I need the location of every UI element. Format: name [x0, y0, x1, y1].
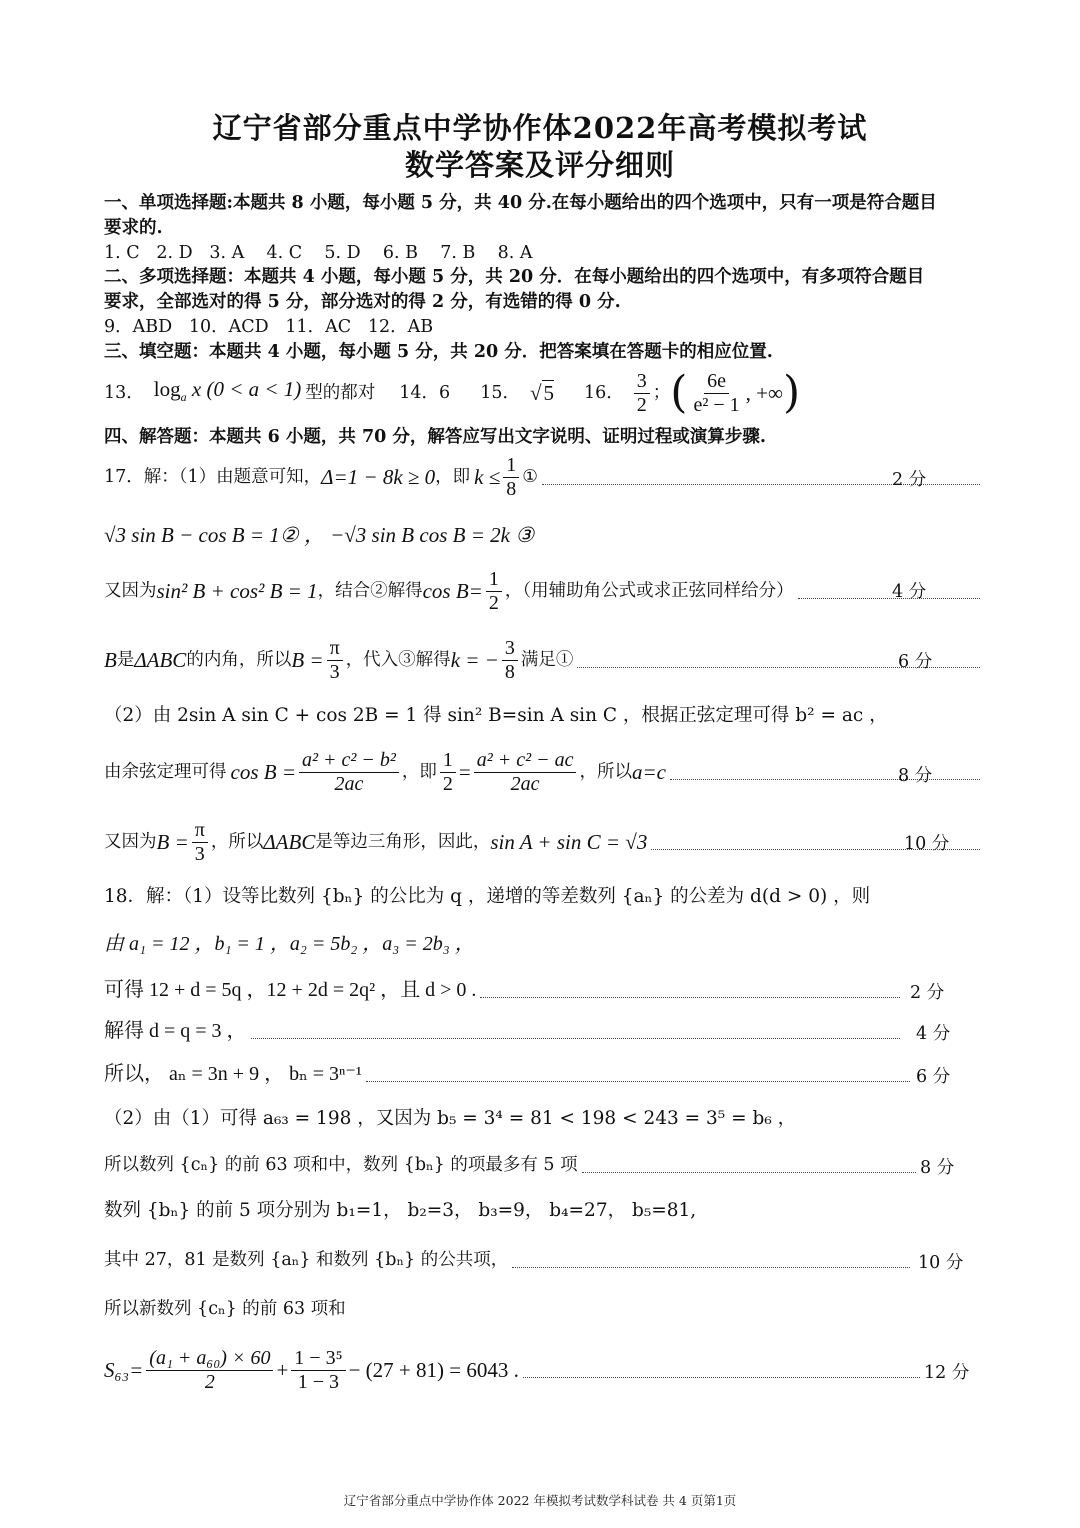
q17-score-5: 10 分	[904, 834, 950, 854]
q17-score-3: 6 分	[898, 652, 933, 672]
q15-answer: √5	[529, 381, 554, 405]
section-2-heading-cont: 要求，全部选对的得 5 分，部分选对的得 2 分，有选错的得 0 分.	[104, 292, 621, 312]
q17-score-1: 2 分	[892, 470, 927, 490]
q14-answer: 14．6	[399, 383, 451, 403]
q17-line-1: 17．解：（1）由题意可知， Δ=1 − 8k ≥ 0 ，即 k ≤ $\frac{1}{8}$ ①	[104, 452, 984, 502]
section-2-heading: 二、多项选择题：本题共 4 小题，每小题 5 分，共 20 分．在每小题给出的四个选项中，有多项符合题目	[104, 267, 925, 287]
q16-separator: ；	[652, 383, 671, 403]
q17-line-7: 又因为 B = $\frac{\pi}{3}$ ，所以 ΔABC 是等边三角形，因此， sin A + sin C = √3	[104, 816, 984, 868]
page-subtitle: 数学答案及评分细则	[404, 148, 675, 182]
q17-line-5: （2）由 2sin A sin C + cos 2B = 1 得 sin² B=sin A sin C ，根据正弦定理可得 b² = ac ，	[104, 705, 888, 726]
section-1-heading: 一、单项选择题:本题共 8 小题，每小题 5 分，共 40 分.在每小题给出的四个选项中，只有一项是符合题目	[104, 193, 937, 213]
q18-line-4: 解得 d = q = 3 ，	[104, 1018, 904, 1044]
q17-line-3: 又因为 sin² B + cos² B = 1 ，结合②解得 cos B= $\frac{1}{2}$ ，（用辅助角公式或求正弦同样给分）	[104, 565, 984, 617]
q16-interval-fraction: $\frac{6e}{\text{e² − 1}}$	[693, 369, 740, 416]
q18-score-2: 4 分	[916, 1024, 951, 1044]
q18-line-7: 所以数列 {cₙ} 的前 63 项和中，数列 {bₙ} 的项最多有 5 项	[104, 1152, 920, 1178]
q13-label: 13．	[104, 383, 144, 403]
q17-line-2: √3 sin B − cos B = 1② ， −√3 sin B cos B = 2k ③	[104, 523, 535, 547]
q17-score-2: 4 分	[892, 582, 927, 602]
q18-score-4: 8 分	[920, 1158, 955, 1178]
q18-line-10: 所以新数列 {cₙ} 的前 63 项和	[104, 1299, 346, 1319]
q18-line-3: 可得 12 + d = 5q ，12 + 2d = 2q² ，且 d > 0 .	[104, 977, 904, 1003]
page-title: 辽宁省部分重点中学协作体2022年高考模拟考试	[212, 111, 868, 145]
q18-line-8: 数列 {bₙ} 的前 5 项分别为 b₁=1， b₂=3， b₃=9， b₄=27， b₅=81,	[104, 1200, 697, 1221]
q18-line-1: 18．解：（1）设等比数列 {bₙ} 的公比为 q ，递增的等差数列 {aₙ} 的公差为 d(d > 0) ，则	[104, 886, 871, 907]
section-1-heading-cont: 要求的.	[104, 218, 163, 238]
section-1-answers: 1. C 2. D 3. A 4. C 5. D 6. B 7. B 8. A	[104, 243, 533, 263]
section-3-heading: 三、填空题：本题共 4 小题，每小题 5 分，共 20 分．把答案填在答题卡的相应位置.	[104, 342, 773, 362]
q18-line-11: S₆₃= $\frac{\text{(a₁ + a₆₀) × 60}}{2}$ + $\frac{\text{1 − 3⁵}}{1 - 3}$ − (27 + 81) = 6043 .	[104, 1340, 924, 1400]
q17-line-6: 由余弦定理可得 cos B = $\frac{\text{a² + c² − b²}}{2ac}$ ，即 $\frac{1}{2}$ = $\frac{\text{a² + c² − ac}}{2ac}$ ，所以 a=c	[104, 742, 984, 802]
q18-score-3: 6 分	[916, 1067, 951, 1087]
q17-line-4: B 是 ΔABC 的内角，所以 B = $\frac{\pi}{3}$ ，代入③解得 k = − $\frac{3}{8}$ 满足①	[104, 634, 984, 686]
q18-line-2: 由 a₁ = 12 ，b₁ = 1 ，a₂ = 5b₂ ，a₃ = 2b₃ ，	[104, 933, 475, 955]
q16-interval-tail: , +∞	[745, 381, 783, 405]
section-3-answers: 13． $\log_a x$ (0 < a < 1) 型的都对 14．6 15． √5 16． $\frac{3}{2}$ ； ( $\frac{6e}{\text{e² − 1}}$ , +∞ )	[104, 367, 801, 418]
q18-score-5: 10 分	[918, 1253, 964, 1273]
page-footer: 辽宁省部分重点中学协作体 2022 年模拟考试数学科试卷 共 4 页第1页	[343, 1493, 737, 1508]
q16-label: 16．	[584, 383, 624, 403]
q18-line-9: 其中 27，81 是数列 {aₙ} 和数列 {bₙ} 的公共项，	[104, 1247, 914, 1273]
section-4-heading: 四、解答题：本题共 6 小题，共 70 分，解答应写出文字说明、证明过程或演算步骤.	[104, 427, 766, 447]
q18-line-5: 所以， aₙ = 3n + 9 ， bₙ = 3ⁿ⁻¹	[104, 1061, 914, 1087]
q18-line-6: （2）由（1）可得 a₆₃ = 198 ，又因为 b₅ = 3⁴ = 81 < 198 < 243 = 3⁵ = b₆ ，	[104, 1108, 797, 1129]
q18-score-1: 2 分	[910, 983, 945, 1003]
q17-score-4: 8 分	[898, 766, 933, 786]
q13-expression: $\log_a x$ (0 < a < 1)	[153, 376, 302, 405]
q18-score-6: 12 分	[924, 1363, 970, 1383]
q15-label: 15．	[480, 383, 520, 403]
q16-fraction: $\frac{3}{2}$	[634, 370, 650, 417]
section-2-answers: 9．ABD 10．ACD 11．AC 12．AB	[104, 317, 434, 337]
q13-note: 型的都对	[305, 383, 376, 403]
